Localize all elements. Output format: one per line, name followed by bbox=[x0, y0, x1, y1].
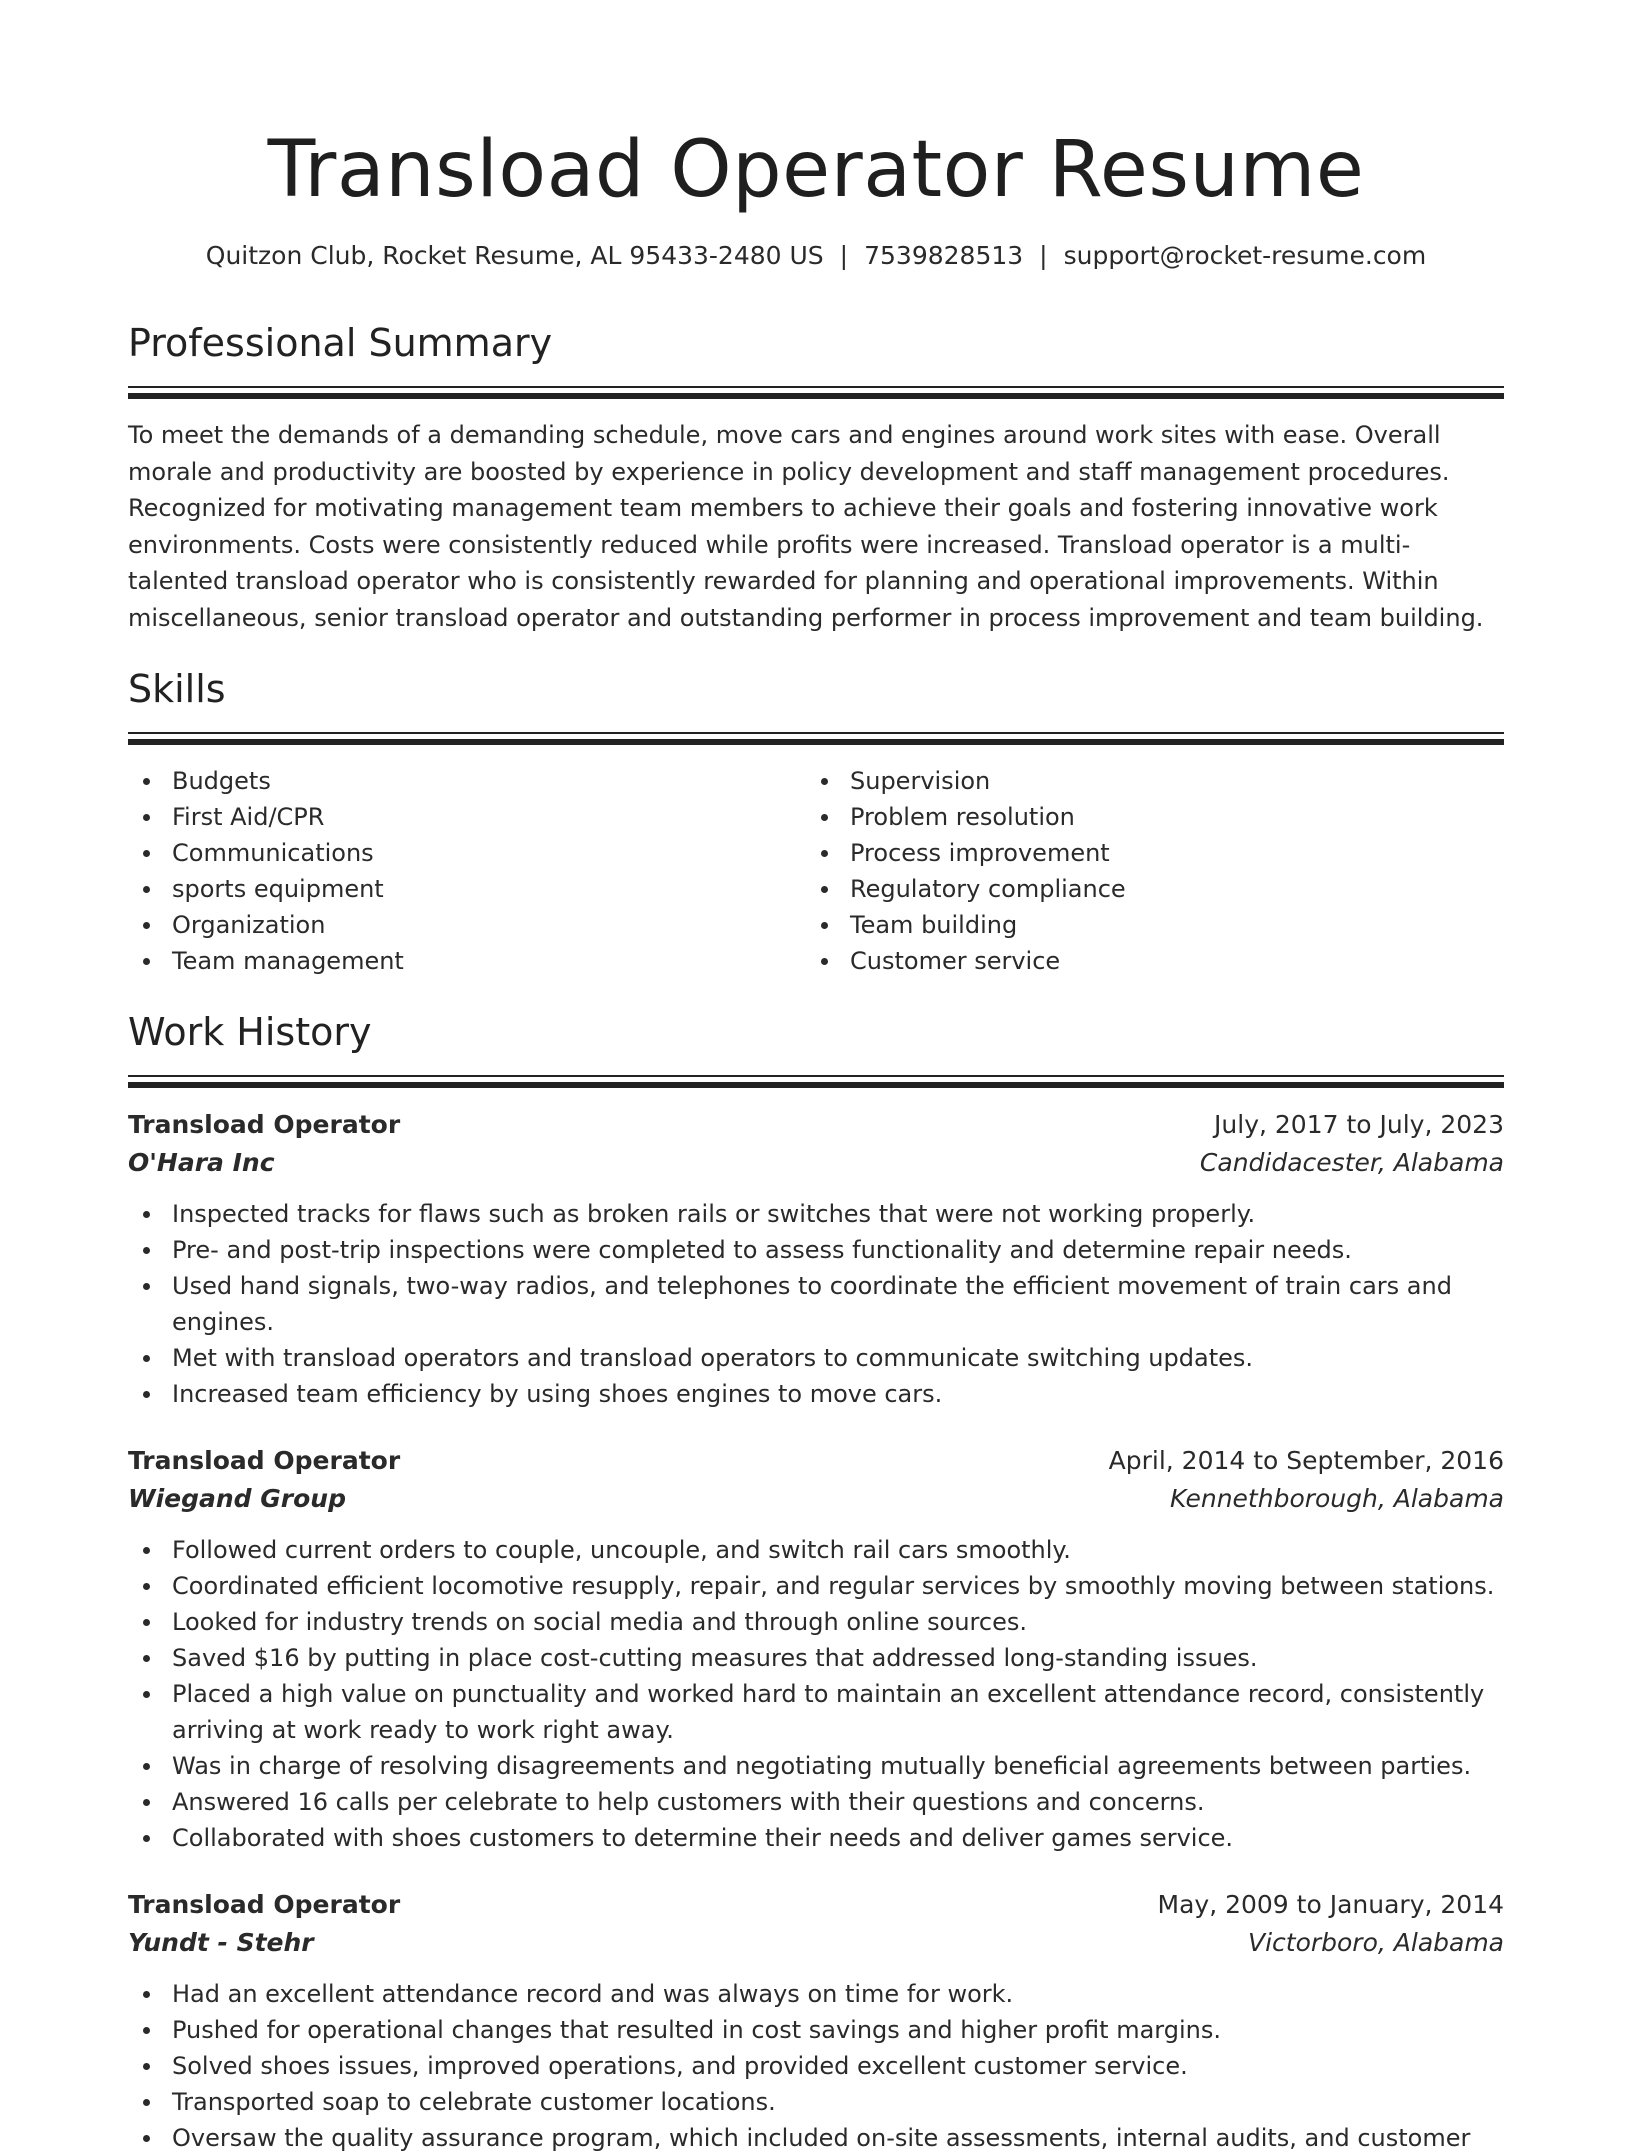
skills-list-right bbox=[806, 763, 1484, 979]
contact-separator: | bbox=[839, 241, 849, 270]
job-duty: Had an excellent attendance record and was always on time for work. bbox=[128, 1976, 1504, 2012]
skill-item: Organization bbox=[128, 907, 806, 943]
section-divider bbox=[128, 386, 1504, 399]
job-duty: Pre- and post-trip inspections were completed to assess functionality and determine repair needs. bbox=[128, 1232, 1504, 1268]
skills-section bbox=[128, 664, 1504, 979]
job-header bbox=[128, 1442, 1504, 1480]
job-duty: Looked for industry trends on social media and through online sources. bbox=[128, 1604, 1504, 1640]
job-entry bbox=[128, 1886, 1504, 2156]
contact-email: support@rocket-resume.com bbox=[1063, 241, 1427, 270]
summary-text: To meet the demands of a demanding schedule, move cars and engines around work sites with ease. Overall morale and productivity are boosted by experience in policy development and staff management procedures. Recognized for motivating management team members to achieve their goals and fostering innovative work environments. Costs were consistently reduced while profits were increased. Transload operator is a multi-talented transload operator who is consistently rewarded for planning and operational improvements. Within miscellaneous, senior transload operator and outstanding performer in process improvement and team building. bbox=[128, 421, 1484, 632]
job-duty: Solved shoes issues, improved operations, and provided excellent customer service. bbox=[128, 2048, 1504, 2084]
contact-line bbox=[0, 238, 1632, 274]
skill-item: Customer service bbox=[806, 943, 1484, 979]
job-duty: Used hand signals, two-way radios, and telephones to coordinate the efficient movement of train cars and engines. bbox=[128, 1268, 1504, 1340]
job-header bbox=[128, 1886, 1504, 1924]
section-divider bbox=[128, 1075, 1504, 1088]
job-entry bbox=[128, 1442, 1504, 1856]
job-duty: Met with transload operators and transload operators to communicate switching updates. bbox=[128, 1340, 1504, 1376]
job-duty: Saved $16 by putting in place cost-cutting measures that addressed long-standing issues. bbox=[128, 1640, 1504, 1676]
summary-heading: Professional Summary bbox=[128, 321, 553, 365]
job-duty: Followed current orders to couple, uncouple, and switch rail cars smoothly. bbox=[128, 1532, 1504, 1568]
job-title: Transload Operator bbox=[128, 1110, 401, 1139]
job-dates: April, 2014 to September, 2016 bbox=[1108, 1446, 1504, 1475]
resume-content bbox=[128, 318, 1504, 2156]
job-title: Transload Operator bbox=[128, 1446, 401, 1475]
job-duty: Inspected tracks for flaws such as broken rails or switches that were not working properly. bbox=[128, 1196, 1504, 1232]
job-duty: Pushed for operational changes that resulted in cost savings and higher profit margins. bbox=[128, 2012, 1504, 2048]
job-duty: Was in charge of resolving disagreements and negotiating mutually beneficial agreements between parties. bbox=[128, 1748, 1504, 1784]
skills-heading: Skills bbox=[128, 667, 226, 711]
job-location: Victorboro, Alabama bbox=[1247, 1928, 1504, 1957]
job-duty: Increased team efficiency by using shoes engines to move cars. bbox=[128, 1376, 1504, 1412]
skill-item: Problem resolution bbox=[806, 799, 1484, 835]
job-duty: Placed a high value on punctuality and worked hard to maintain an excellent attendance record, consistently arriving at work ready to work right away. bbox=[128, 1676, 1504, 1748]
job-subheader bbox=[128, 1924, 1504, 1962]
job-subheader bbox=[128, 1144, 1504, 1182]
job-duties bbox=[128, 1196, 1504, 1412]
work-history-section bbox=[128, 1007, 1504, 2156]
job-location: Candidacester, Alabama bbox=[1199, 1148, 1504, 1177]
skills-list-left bbox=[128, 763, 806, 979]
skill-item: Process improvement bbox=[806, 835, 1484, 871]
skill-item: sports equipment bbox=[128, 871, 806, 907]
skill-item: Team management bbox=[128, 943, 806, 979]
job-duties bbox=[128, 1532, 1504, 1856]
work-history-heading: Work History bbox=[128, 1010, 372, 1054]
skills-grid bbox=[128, 763, 1504, 979]
resume-title: Transload Operator Resume bbox=[267, 125, 1365, 215]
skill-item: First Aid/CPR bbox=[128, 799, 806, 835]
job-duty: Transported soap to celebrate customer locations. bbox=[128, 2084, 1504, 2120]
job-company: O'Hara Inc bbox=[128, 1148, 275, 1177]
job-dates: July, 2017 to July, 2023 bbox=[1214, 1110, 1504, 1139]
skill-item: Communications bbox=[128, 835, 806, 871]
skill-item: Budgets bbox=[128, 763, 806, 799]
contact-separator: | bbox=[1039, 241, 1048, 270]
job-dates: May, 2009 to January, 2014 bbox=[1157, 1890, 1504, 1919]
job-entry bbox=[128, 1106, 1504, 1412]
job-location: Kennethborough, Alabama bbox=[1169, 1484, 1504, 1513]
skill-item: Team building bbox=[806, 907, 1484, 943]
job-duty: Collaborated with shoes customers to determine their needs and deliver games service. bbox=[128, 1820, 1504, 1856]
job-company: Yundt - Stehr bbox=[128, 1928, 314, 1957]
contact-phone: 7539828513 bbox=[864, 241, 1024, 270]
contact-address: Quitzon Club, Rocket Resume, AL 95433-2480 US bbox=[205, 241, 824, 270]
job-subheader bbox=[128, 1480, 1504, 1518]
job-duty: Oversaw the quality assurance program, which included on-site assessments, internal audits, and customer bbox=[128, 2120, 1504, 2156]
skill-item: Regulatory compliance bbox=[806, 871, 1484, 907]
job-company: Wiegand Group bbox=[128, 1484, 346, 1513]
summary-section bbox=[128, 318, 1504, 636]
job-duty: Answered 16 calls per celebrate to help customers with their questions and concerns. bbox=[128, 1784, 1504, 1820]
skill-item: Supervision bbox=[806, 763, 1484, 799]
job-header bbox=[128, 1106, 1504, 1144]
job-duty: Coordinated efficient locomotive resupply, repair, and regular services by smoothly moving between stations. bbox=[128, 1568, 1504, 1604]
job-duties bbox=[128, 1976, 1504, 2156]
section-divider bbox=[128, 732, 1504, 745]
job-title: Transload Operator bbox=[128, 1890, 401, 1919]
